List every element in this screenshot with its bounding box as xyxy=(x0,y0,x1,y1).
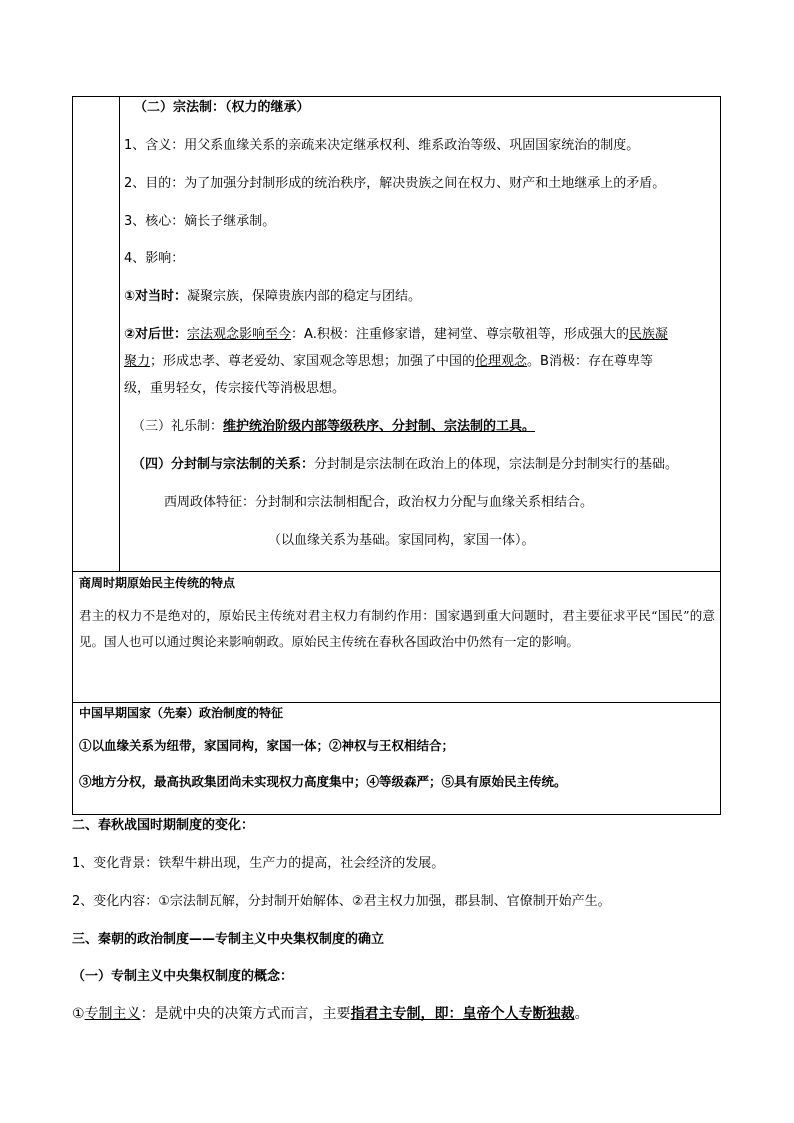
section3-subtitle: （一）专制主义中央集权制度的概念： xyxy=(72,969,294,984)
effect-later-u3: 伦理观念 xyxy=(475,354,528,369)
relation-note: （以血缘关系为基础。家国同构，家国一体）。 xyxy=(268,533,535,548)
section2-title: 二、春秋战国时期制度的变化： xyxy=(72,818,255,833)
features-line1: ①以血缘关系为纽带，家国同构，家国一体；②神权与王权相结合； xyxy=(79,738,455,753)
liyue-label: （三）礼乐制： xyxy=(132,419,224,434)
zongfa-heading-sub: （权力的继承） xyxy=(225,100,310,115)
democracy-title: 商周时期原始民主传统的特点 xyxy=(79,576,236,590)
zongfa-item-core: 3、核心：嫡长子继承制。 xyxy=(124,214,276,229)
effect-later-a: ：A.积极：注重修家谱，建祠堂、尊宗敬祖等，形成强大的 xyxy=(291,327,629,342)
zongfa-heading xyxy=(134,99,310,117)
point1-end: 。 xyxy=(574,1006,589,1022)
features-line2: ③地方分权，最高执政集团尚未实现权力高度集中；④等级森严；⑤具有原始民主传统。 xyxy=(79,774,567,789)
effect-current-text: 凝聚宗族，保障贵族内部的稳定与团结。 xyxy=(187,289,422,304)
zongfa-item-meaning: 1、含义：用父系血缘关系的亲疏来决定继承权利、维系政治等级、巩固国家统治的制度。 xyxy=(124,138,640,153)
effect-later-u2: 聚力 xyxy=(124,354,151,369)
effect-later-key: 宗法观念影响至今 xyxy=(187,327,292,342)
relation-label: （四）分封制与宗法制的关系： xyxy=(132,457,315,472)
effect-later-u1: 民族凝 xyxy=(628,327,668,342)
features-title: 中国早期国家（先秦）政治制度的特征 xyxy=(79,706,284,720)
effect-later-line1 xyxy=(124,326,668,344)
relation-text: 分封制是宗法制在政治上的体现，宗法制是分封制实行的基础。 xyxy=(314,457,679,472)
table-row-zongfa xyxy=(73,97,720,572)
section2-content: 2、变化内容：①宗法制瓦解，分封制开始解体、②君主权力加强，郡县制、官僚制开始产生。 xyxy=(72,894,611,909)
effect-later-line3: 级，重男轻女，传宗接代等消极思想。 xyxy=(124,381,346,396)
democracy-text: 君主的权力不是绝对的，原始民主传统对君主权力有制约作用：国家遇到重大问题时，君主要征求平民“国民”的意见。国人也可以通过舆论来影响朝政。原始民主传统在春秋各国政治中仍然有一定的影响。 xyxy=(79,608,715,649)
zongfa-item-effect: 4、影响： xyxy=(124,251,185,266)
table-row-features xyxy=(73,703,720,814)
effect-later-c: 。B消极：存在尊卑等 xyxy=(527,354,653,369)
liyue-text: 维护统治阶级内部等级秩序、分封制、宗法制的工具。 xyxy=(223,419,536,434)
section2-background: 1、变化背景：铁犁牛耕出现，生产力的提高，社会经济的发展。 xyxy=(72,856,445,871)
section3-point1 xyxy=(72,1005,589,1023)
point1-term: 专制主义 xyxy=(84,1006,141,1022)
zongfa-heading-num: （二）宗法制： xyxy=(134,100,226,115)
table-left-column xyxy=(73,97,120,571)
relation-line xyxy=(132,456,678,474)
effect-current xyxy=(124,288,421,306)
section3-title: 三、秦朝的政治制度——专制主义中央集权制度的确立 xyxy=(72,932,385,947)
table-row-democracy xyxy=(73,571,720,703)
content-table xyxy=(72,96,721,815)
point1-underline: 指君主专制，即：皇帝个人专断独裁 xyxy=(350,1006,575,1022)
effect-current-label: ①对当时： xyxy=(124,289,188,304)
western-zhou-feature: 西周政体特征：分封制和宗法制相配合，政治权力分配与血缘关系相结合。 xyxy=(164,495,594,510)
zongfa-section xyxy=(120,97,720,571)
effect-later-b: ；形成忠孝、尊老爱幼、家国观念等思想；加强了中国的 xyxy=(150,354,476,369)
zongfa-item-purpose: 2、目的：为了加强分封制形成的统治秩序，解决贵族之间在权力、财产和土地继承上的矛盾。 xyxy=(124,176,666,191)
point1-text: ：是就中央的决策方式而言，主要 xyxy=(140,1006,351,1022)
effect-later-label: ②对后世： xyxy=(124,327,188,342)
liyue-line xyxy=(132,418,535,436)
effect-later-line2 xyxy=(124,353,653,371)
point1-num: ① xyxy=(72,1006,85,1022)
